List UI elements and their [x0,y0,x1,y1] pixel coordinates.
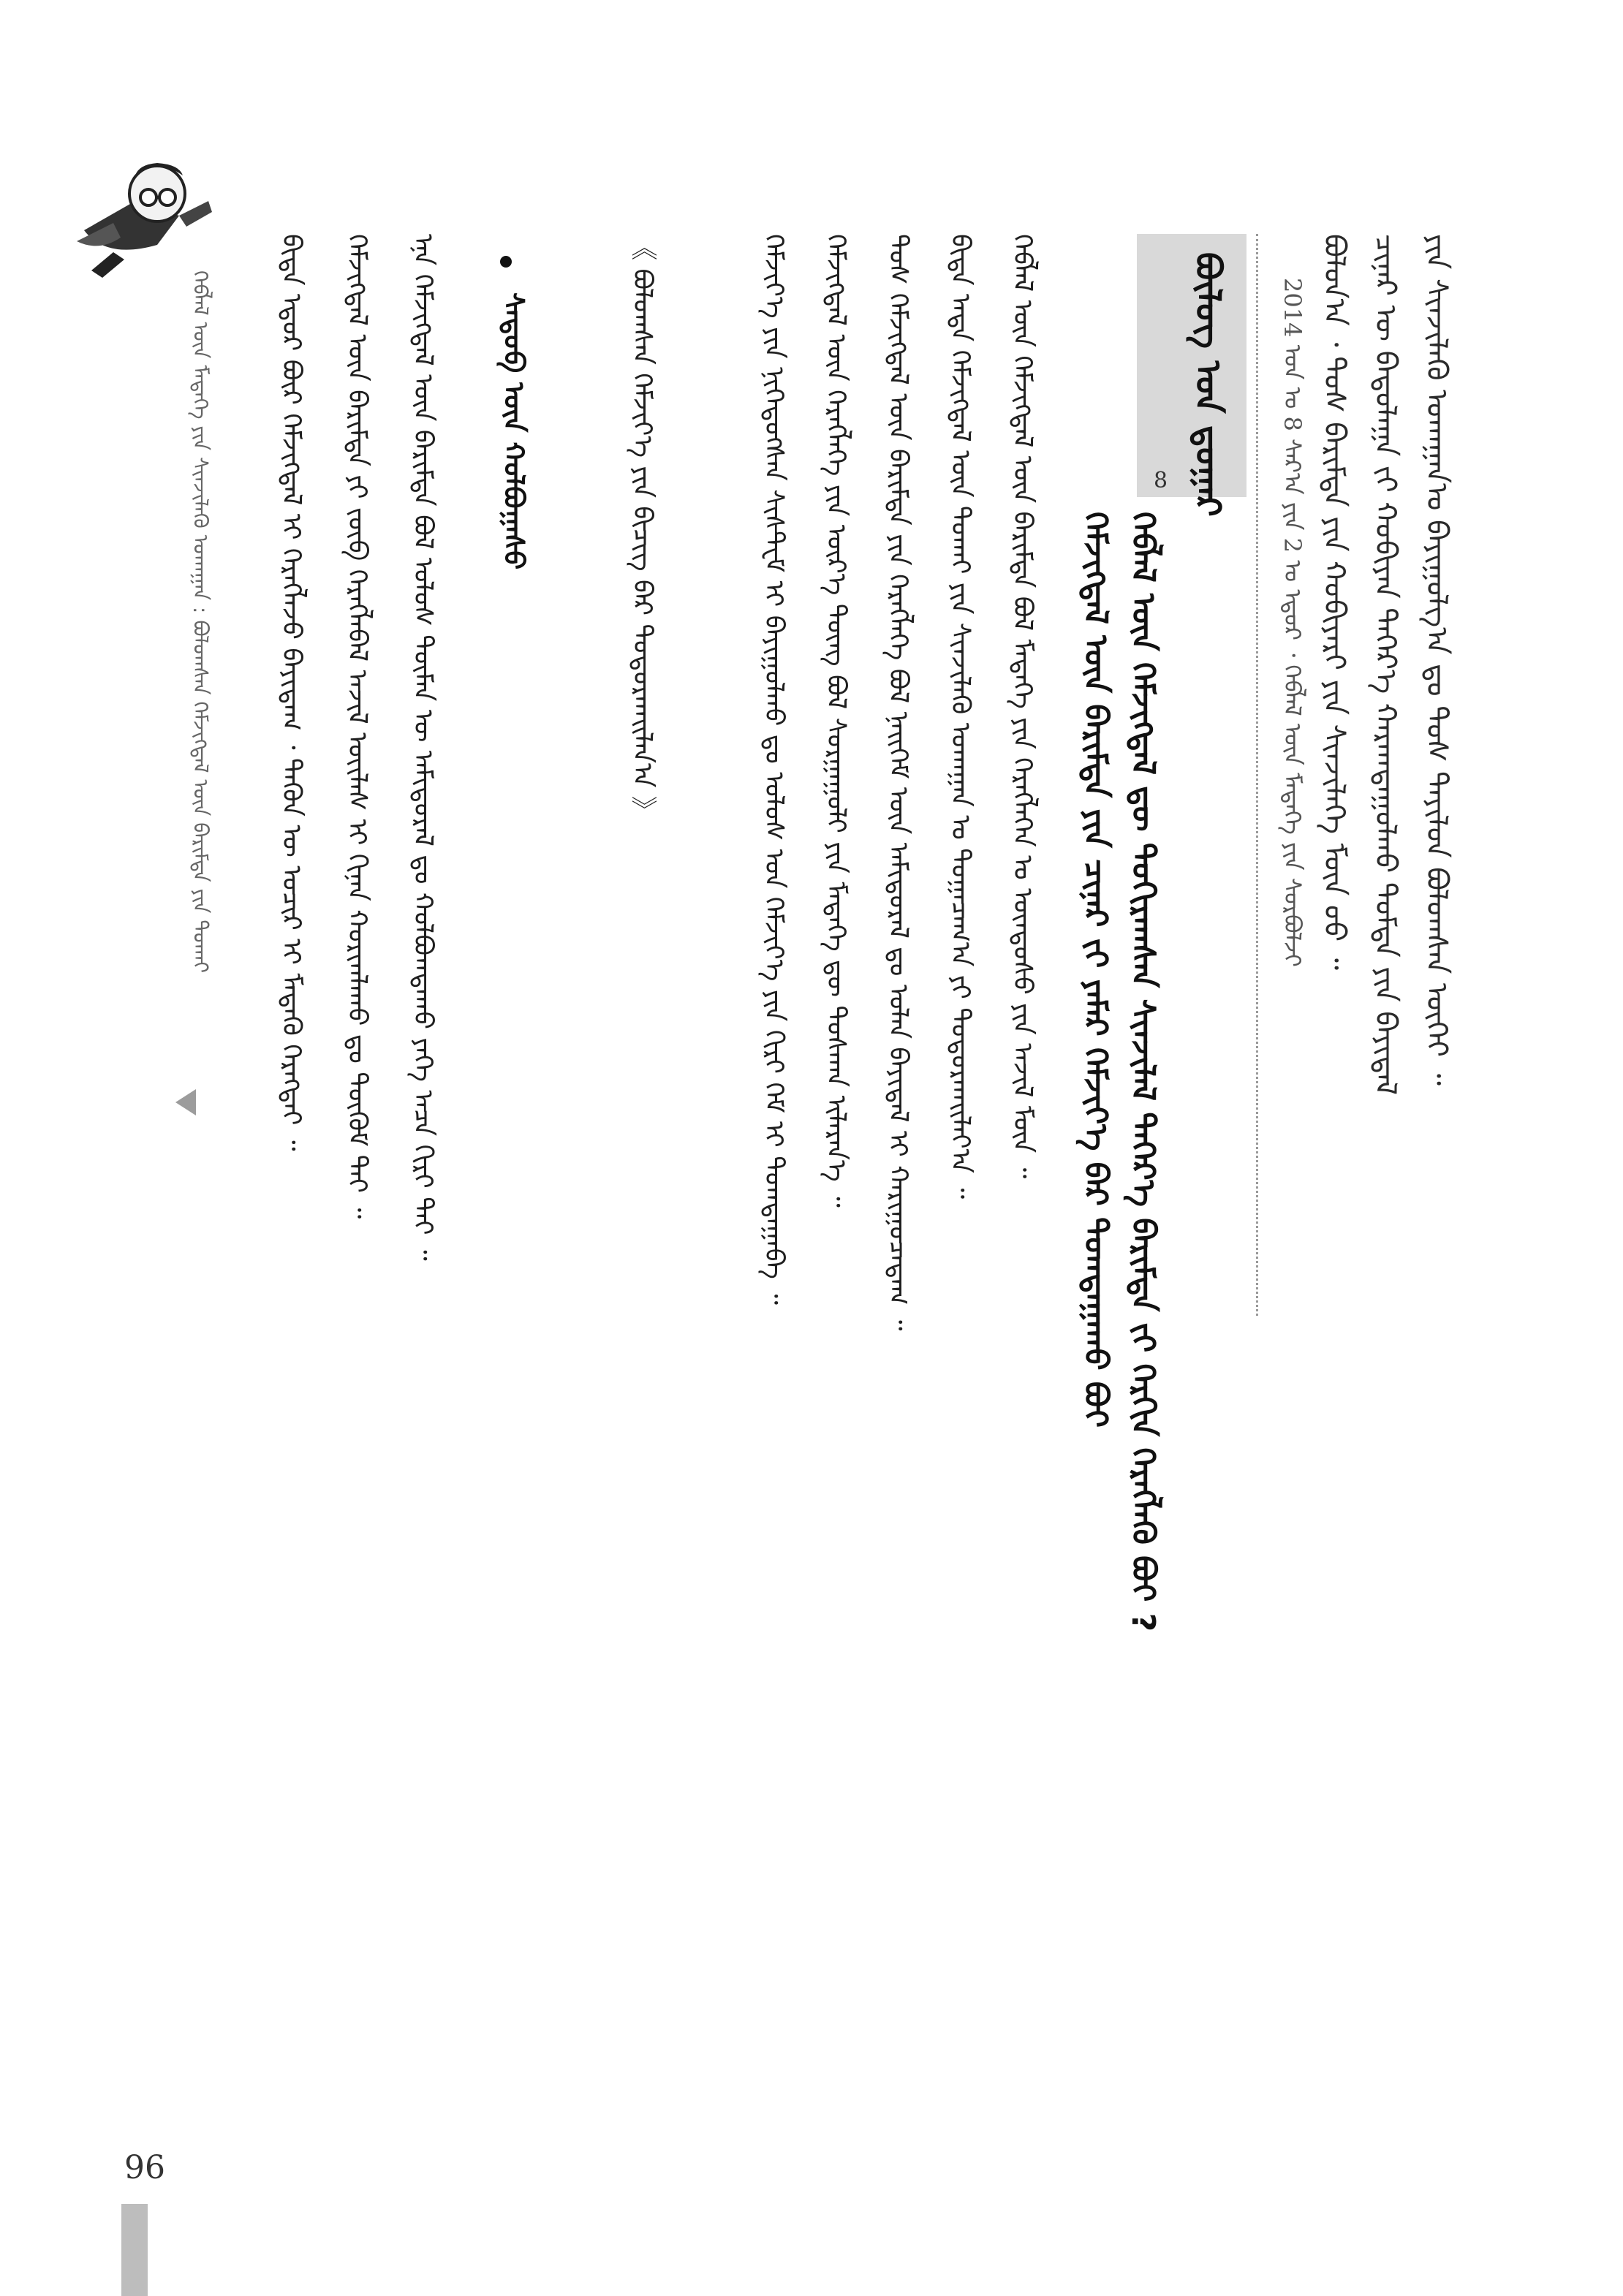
bullet-item: ᠰᠡᠳᠦᠪ ᠦᠨ ᠬᠣᠯᠪᠣᠭᠠᠰᠤ [498,292,530,570]
paragraph: ᠲᠤᠰ ᠬᠡᠮᠵᠢᠭᠳᠡᠯ ᠦᠨ ᠪᠠᠷᠢᠮᠲᠠ ᠶᠢᠨ ᠬᠡᠷᠡᠭᠯᠡᠭᠡ ᠪᠣᠯ ᠨᠡᠢᠭᠡᠮ ᠦᠨ ᠠᠮᠢᠳᠤᠷᠠᠯ ᠳᠤ ᠣᠯᠠᠨ ᠪᠠᠶᠢᠳᠠᠯ ᠢ ᠬᠠᠷᠢᠭᠤᠴᠠᠳᠠᠭ ᠃ [883,234,913,1331]
page-tab-marker [121,2204,148,2296]
section-heading: ᠬᠡᠪᠯᠡᠯ ᠦᠨ ᠬᠡᠮᠵᠢᠭᠳᠡᠯ ᠳᠦ ᠲᠤᠬᠢᠷᠠᠭᠰᠠᠨ ᠰᠢᠨᠵᠢᠯᠡᠯ ᠳᠡᠭᠡᠷ᠎ᠡ ᠪᠠᠷᠢᠮᠲᠠ ᠵᠢ ᠬᠡᠷᠬᠢᠨ ᠬᠡᠷᠡᠭᠯᠡᠬᠦ ᠪᠤᠢ ? [1124,512,1162,1632]
paragraph: ᠬᠡᠪᠯᠡᠯ ᠦᠨ ᠬᠡᠮᠵᠢᠭᠳᠡᠯ ᠦᠨ ᠪᠠᠷᠢᠮᠲᠠ ᠪᠣᠯ ᠮᠡᠳᠡᠭᠡ ᠶᠢᠨ ᠬᠡᠷᠡᠭᠯᠡᠭᠡᠨ ᠤ ᠦᠨᠳᠦᠰᠦ ᠶᠢᠨ ᠠᠵᠢᠯ ᠮᠥᠨ ᠃ [1007,234,1037,1179]
paragraph: ᠬᠡᠮᠵᠢᠭᠳᠡᠯ ᠦᠨ ᠪᠠᠷᠢᠮᠲᠠ ᠶᠢ ᠵᠥᠪ ᠬᠡᠷᠡᠭᠯᠡᠪᠡᠯ ᠠᠵᠢᠯ ᠦᠢᠯᠡᠰ ᠢ ᠬᠢᠨᠠᠨ ᠬᠣᠷᠢᠭᠯᠠᠬᠤ ᠳᠤ ᠳᠥᠭᠦᠮ ᠲᠠᠢ ᠃ [342,234,372,1219]
section-heading: ᠬᠡᠮᠵᠢᠭᠳᠡᠯ ᠦᠨ ᠪᠠᠷᠢᠮᠲᠠ ᠶᠢᠨ ᠴᠢᠨᠠᠷ ᠵᠢ ᠶᠠᠮᠠᠷ ᠬᠡᠮᠵᠢᠶ᠎ᠡ ᠪᠡᠷ ᠲᠣᠭᠲᠠᠭᠠᠬᠤ ᠪᠤᠢ [1077,512,1114,1428]
separator-line [1256,234,1258,1316]
section-label: ᠪᠦᠯᠦᠭ ᠤᠨ ᠳ᠋ᠤᠭᠠᠷ [1187,252,1228,517]
paragraph: ᠬᠡᠮᠵᠢᠶ᠎ᠡ ᠶᠢᠨ ᠨᠢᠭᠡᠳᠦᠭᠰᠡᠨ ᠰᠢᠰᠲ᠋ᠧᠮ ᠢ ᠪᠠᠶᠢᠭᠤᠯᠬᠤ ᠳᠤ ᠤᠯᠤᠰ ᠤᠨ ᠬᠡᠮᠵᠢᠶ᠎ᠡ ᠶᠢᠨ ᠬᠢᠷᠢ ᠬᠡᠮ ᠢ ᠲᠣᠭᠲᠠᠭᠠᠪᠠ ᠃ [759,234,789,1305]
running-footer: ᠬᠡᠪᠯᠡᠯ ᠦᠨ ᠮᠡᠳᠡᠭᠡ ᠶᠢᠨ ᠰᠢᠨᠵᠢᠯᠡᠬᠦ ᠤᠬᠠᠭᠠᠨ : ᠪᠣᠯᠤᠭᠰᠠᠨ ᠬᠡᠮᠵᠢᠭᠳᠡᠯ ᠦᠨ ᠪᠠᠷᠢᠮᠲᠠ ᠶᠢᠨ ᠲᠤᠬᠠᠢ [189,270,213,974]
bullet-dot [500,256,512,268]
page-number: 96 [124,2149,165,2186]
intro-line: ᠶᠢᠨ ᠰᠢᠨᠵᠢᠯᠡᠬᠦ ᠤᠬᠠᠭᠠᠨ᠎ᠤ ᠪᠠᠶᠢᠭᠤᠯᠭ᠎ᠠ ᠳᠤ ᠲᠤᠰ ᠲᠠᠶᠢᠯᠤᠨ ᠪᠤᠯᠤᠭᠰᠠᠨ ᠦᠬᠡᠢ ᠃ [1420,234,1453,1086]
mascot-illustration [69,143,216,281]
paragraph: 《 ᠪᠣᠯᠣᠭᠰᠠᠨ ᠬᠡᠮᠵᠢᠶ᠎ᠡ ᠶᠢᠨ ᠪᠢᠴᠢᠭ ᠪᠠᠷ ᠲᠣᠳᠤᠷᠬᠠᠢᠯᠠᠨ᠎ᠠ 》 [627,234,657,822]
arrow-icon [175,1089,196,1115]
paragraph: ᠪᠢᠳᠡ ᠡᠨᠳᠡ ᠬᠡᠮᠵᠢᠭᠳᠡᠯ ᠦᠨ ᠲᠤᠬᠠᠢ ᠶᠢᠨ ᠰᠢᠨᠵᠢᠯᠡᠬᠦ ᠤᠬᠠᠭᠠᠨ ᠤ ᠲᠣᠭᠠᠴᠠᠭ᠎ᠠ ᠶᠢ ᠲᠣᠳᠤᠷᠬᠠᠢᠯᠠᠶ᠎ᠠ ᠃ [945,234,975,1200]
paragraph: ᠬᠡᠮᠵᠢᠭᠳᠡᠯ ᠦᠨ ᠬᠡᠷᠡᠭᠯᠡᠭᠡ ᠶᠢᠨ ᠦᠷ᠎ᠡ ᠳᠦᠩ ᠪᠣᠯ ᠰᠤᠷᠭᠠᠭᠤᠯᠢ ᠶᠢᠨ ᠮᠡᠳᠡᠭᠡ ᠳᠦ ᠲᠤᠰᠬᠠᠨ ᠢᠯᠡᠷᠡᠨ᠎ᠡ ᠃ [821,234,851,1208]
paragraph: ᠪᠢᠳᠡ ᠡᠳᠦᠷ ᠪᠦᠷ ᠬᠡᠮᠵᠢᠭᠳᠡᠯ ᠢ ᠬᠡᠷᠡᠭᠯᠡᠵᠦ ᠪᠠᠶᠢᠳᠠᠭ ᠂ ᠲᠡᠭᠦᠨ ᠦ ᠤᠴᠢᠷ ᠢ ᠮᠡᠳᠡᠬᠦ ᠬᠡᠷᠡᠭᠲᠡᠢ ᠃ [276,234,306,1151]
intro-line: ᠪᠣᠯᠤᠨ᠎ᠠ ᠂ ᠲᠤᠰ ᠪᠠᠷᠢᠮᠲᠠ ᠶᠢᠨ ᠬᠤᠪᠢᠶᠠᠷᠢ ᠶᠢᠨ ᠰᠢᠨᠵᠢᠯᠡᠭᠡ ᠮᠥᠨ ᠤᠤ ᠃ [1317,234,1351,971]
intro-line: ᠴᠢᠨᠡᠷ ᠦ ᠪᠠᠲᠤᠯᠠᠭᠠ ᠵᠢ ᠬᠤᠪᠢᠶᠠᠨ ᠳᠡᠭᠡᠷ᠎ᠡ ᠬᠠᠷᠠᠭᠳᠠᠭᠤᠯᠬᠤ ᠳᠤᠮᠳᠠ ᠶᠢᠨ ᠪᠠᠶᠢᠳᠠᠯ [1369,234,1402,1096]
paragraph: ᠡᠨᠡ ᠬᠡᠮᠵᠢᠭᠳᠡᠯ ᠦᠨ ᠪᠠᠷᠢᠮᠲᠠ ᠪᠣᠯ ᠤᠯᠤᠰ ᠲᠦᠮᠡᠨ ᠦ ᠠᠮᠢᠳᠤᠷᠠᠯ ᠳᠤ ᠬᠣᠯᠪᠣᠭᠳᠠᠬᠤ ᠶᠡᠬᠡ ᠠᠴᠠ ᠬᠢᠷᠢ ᠲᠠᠢ ᠃ [408,234,438,1261]
intro-date-line: 2014 ᠣᠨ ᠤ 8 ᠰᠠᠷ᠎ᠠ ᠶᠢᠨ 2 ᠤ ᠡᠳᠦᠷ ᠂ ᠬᠡᠪᠯᠡᠯ ᠦᠨ ᠮᠡᠳᠡᠭᠡ ᠶᠢᠨ ᠰᠤᠷᠪᠤᠯᠵᠢ [1279,278,1306,967]
section-number: 8 [1154,468,1168,493]
